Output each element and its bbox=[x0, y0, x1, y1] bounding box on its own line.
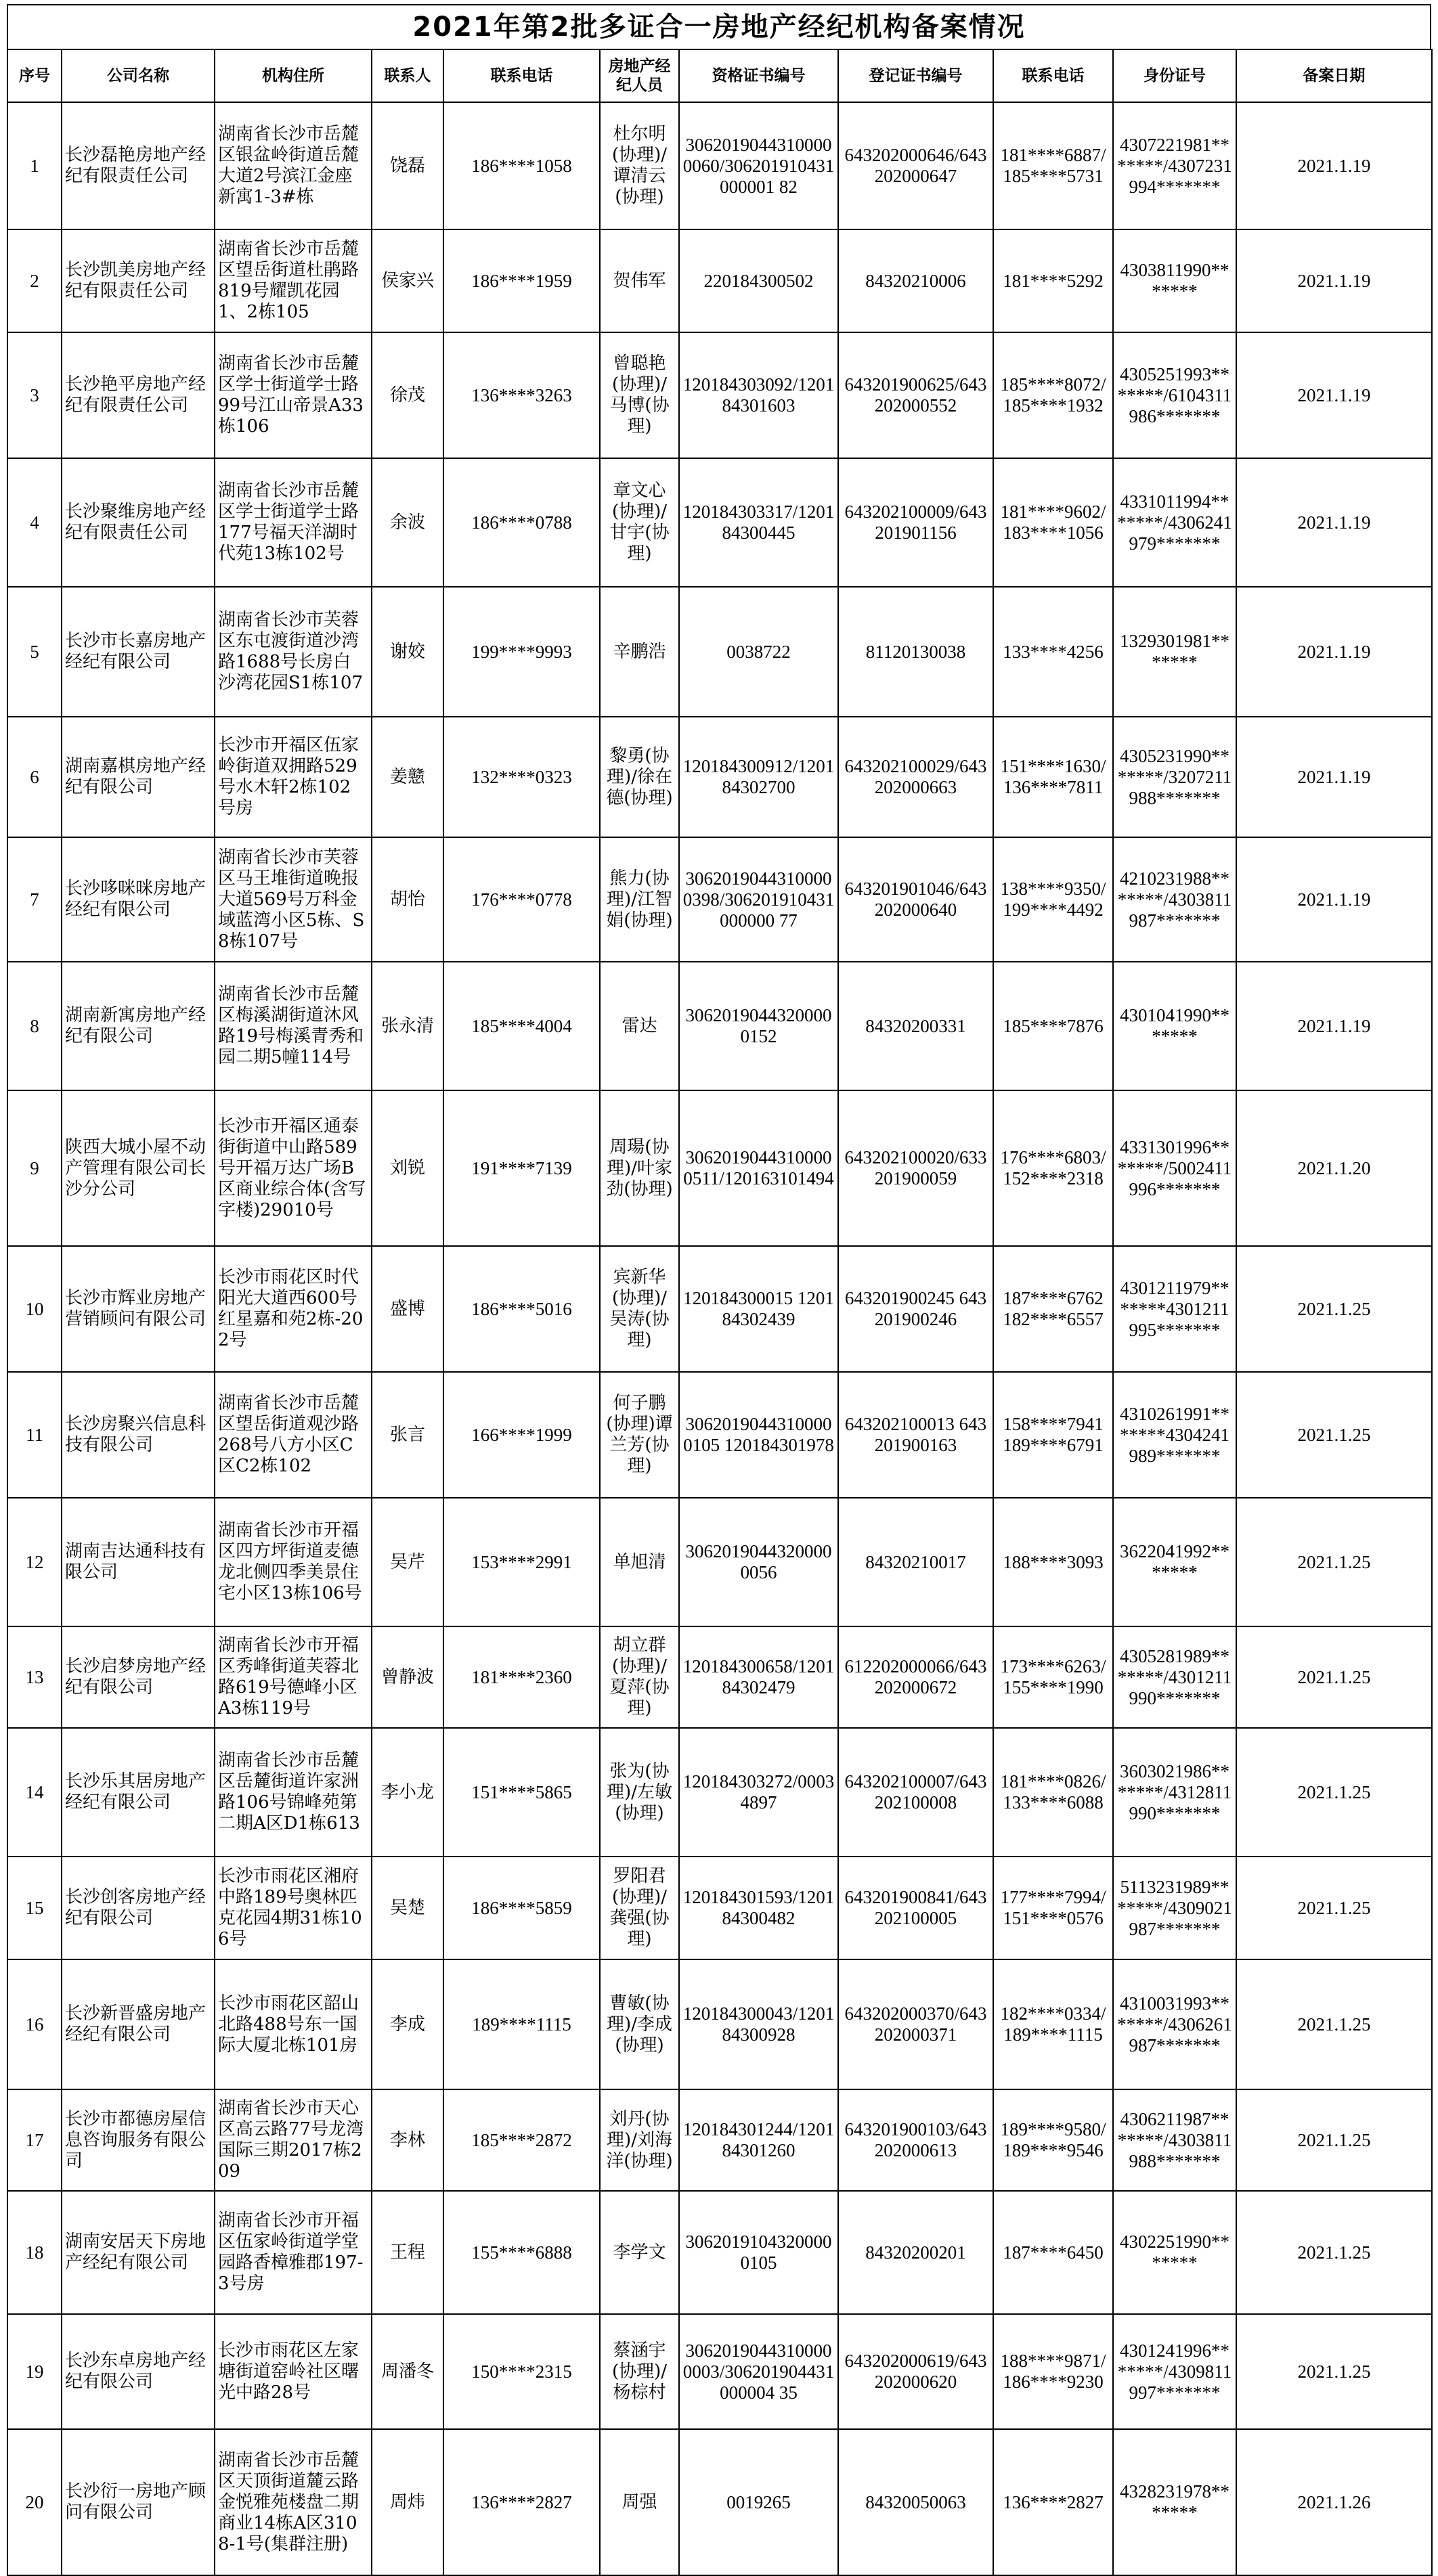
registration-cert-number: 643202000370/643202000371 bbox=[838, 1959, 993, 2089]
row-number: 1 bbox=[7, 102, 62, 229]
agent-phone: 187****6450 bbox=[993, 2191, 1113, 2314]
filing-date: 2021.1.25 bbox=[1236, 1857, 1432, 1959]
agent-phone: 181****9602/183****1056 bbox=[993, 458, 1113, 587]
agent-phone: 189****9580/189****9546 bbox=[993, 2089, 1113, 2191]
agent-phone: 187****6762 182****6557 bbox=[993, 1246, 1113, 1372]
table-row bbox=[7, 2191, 1432, 2314]
table-row bbox=[7, 1626, 1432, 1728]
agent-phone: 138****9350/199****4492 bbox=[993, 837, 1113, 962]
company-address: 长沙市开福区通泰街街道中山路589号开福万达广场B区商业综合体(含写字楼)29010号 bbox=[215, 1090, 372, 1246]
filing-date: 2021.1.25 bbox=[1236, 1246, 1432, 1372]
table-row bbox=[7, 1498, 1432, 1626]
company-address: 湖南省长沙市岳麓区学士街道学士路177号福天洋湖时代苑13栋102号 bbox=[215, 458, 372, 587]
table-row bbox=[7, 1959, 1432, 2089]
qualification-cert-number: 120184301244/120184301260 bbox=[679, 2089, 838, 2191]
header-cell: 公司名称 bbox=[62, 49, 215, 102]
contact-phone: 185****4004 bbox=[443, 962, 600, 1090]
filing-date: 2021.1.26 bbox=[1236, 2429, 1432, 2575]
table-row bbox=[7, 102, 1432, 229]
id-number: 4210231988*******/4303811987******* bbox=[1113, 837, 1236, 962]
contact-phone: 186****5859 bbox=[443, 1857, 600, 1959]
registration-cert-number: 643202100029/643202000663 bbox=[838, 717, 993, 837]
registration-cert-number: 84320210017 bbox=[838, 1498, 993, 1626]
company-name: 湖南嘉棋房地产经纪有限公司 bbox=[62, 717, 215, 837]
filing-date: 2021.1.25 bbox=[1236, 1498, 1432, 1626]
registration-sheet bbox=[7, 4, 1431, 2576]
agent-names: 宾新华(协理)/吴涛(协理) bbox=[600, 1246, 679, 1372]
row-number: 5 bbox=[7, 587, 62, 717]
registration-cert-number: 643201901046/643202000640 bbox=[838, 837, 993, 962]
contact-phone: 186****1959 bbox=[443, 229, 600, 332]
agent-phone: 182****0334/189****1115 bbox=[993, 1959, 1113, 2089]
agent-names: 贺伟军 bbox=[600, 229, 679, 332]
id-number: 4310031993*******/4306261987******* bbox=[1113, 1959, 1236, 2089]
company-name: 长沙启梦房地产经纪有限公司 bbox=[62, 1626, 215, 1728]
qualification-cert-number: 120184303272/00034897 bbox=[679, 1728, 838, 1857]
registration-cert-number: 643201900245 643201900246 bbox=[838, 1246, 993, 1372]
agent-phone: 181****5292 bbox=[993, 229, 1113, 332]
agent-names: 罗阳君(协理)/龚强(协理) bbox=[600, 1857, 679, 1959]
id-number: 4331301996*******/5002411996******* bbox=[1113, 1090, 1236, 1246]
agent-phone: 176****6803/152****2318 bbox=[993, 1090, 1113, 1246]
id-number: 4310261991*******4304241989******* bbox=[1113, 1372, 1236, 1498]
id-number: 4305231990*******/3207211988******* bbox=[1113, 717, 1236, 837]
contact-phone: 176****0778 bbox=[443, 837, 600, 962]
company-address: 湖南省长沙市芙蓉区东屯渡街道沙湾路1688号长房白沙湾花园S1栋107 bbox=[215, 587, 372, 717]
contact-person: 余波 bbox=[372, 458, 443, 587]
company-address: 长沙市雨花区时代阳光大道西600号红星嘉和苑2栋-202号 bbox=[215, 1246, 372, 1372]
id-number: 5113231989*******/4309021987******* bbox=[1113, 1857, 1236, 1959]
contact-phone: 155****6888 bbox=[443, 2191, 600, 2314]
agent-names: 胡立群(协理)/夏萍(协理) bbox=[600, 1626, 679, 1728]
contact-phone: 186****1058 bbox=[443, 102, 600, 229]
registration-cert-number: 84320050063 bbox=[838, 2429, 993, 2575]
qualification-cert-number: 120184303092/120184301603 bbox=[679, 332, 838, 458]
filing-date: 2021.1.19 bbox=[1236, 458, 1432, 587]
contact-person: 曾静波 bbox=[372, 1626, 443, 1728]
table-row bbox=[7, 229, 1432, 332]
table-row bbox=[7, 717, 1432, 837]
row-number: 8 bbox=[7, 962, 62, 1090]
row-number: 6 bbox=[7, 717, 62, 837]
contact-phone: 191****7139 bbox=[443, 1090, 600, 1246]
filing-date: 2021.1.25 bbox=[1236, 1959, 1432, 2089]
filing-date: 2021.1.20 bbox=[1236, 1090, 1432, 1246]
company-address: 湖南省长沙市芙蓉区马王堆街道晚报大道569号万科金域蓝湾小区5栋、S8栋107号 bbox=[215, 837, 372, 962]
row-number: 16 bbox=[7, 1959, 62, 2089]
company-name: 湖南安居天下房地产经纪有限公司 bbox=[62, 2191, 215, 2314]
filing-date: 2021.1.25 bbox=[1236, 2314, 1432, 2429]
header-cell: 备案日期 bbox=[1236, 49, 1432, 102]
header-cell: 登记证书编号 bbox=[838, 49, 993, 102]
id-number: 4328231978******* bbox=[1113, 2429, 1236, 2575]
qualification-cert-number: 30620190443200000152 bbox=[679, 962, 838, 1090]
filing-date: 2021.1.19 bbox=[1236, 229, 1432, 332]
row-number: 10 bbox=[7, 1246, 62, 1372]
row-number: 15 bbox=[7, 1857, 62, 1959]
registration-cert-number: 643202000619/643202000620 bbox=[838, 2314, 993, 2429]
table-row bbox=[7, 1857, 1432, 1959]
agent-names: 张为(协理)/左敏(协理) bbox=[600, 1728, 679, 1857]
registration-cert-number: 612202000066/643202000672 bbox=[838, 1626, 993, 1728]
registration-cert-number: 643202100007/643202100008 bbox=[838, 1728, 993, 1857]
registration-table bbox=[7, 49, 1433, 2576]
company-name: 长沙艳平房地产经纪有限责任公司 bbox=[62, 332, 215, 458]
row-number: 12 bbox=[7, 1498, 62, 1626]
agent-phone: 133****4256 bbox=[993, 587, 1113, 717]
registration-cert-number: 643202000646/643202000647 bbox=[838, 102, 993, 229]
row-number: 19 bbox=[7, 2314, 62, 2429]
company-address: 长沙市雨花区湘府中路189号奥林匹克花园4期31栋106号 bbox=[215, 1857, 372, 1959]
contact-phone: 181****2360 bbox=[443, 1626, 600, 1728]
id-number: 3603021986*******/4312811990******* bbox=[1113, 1728, 1236, 1857]
id-number: 4303811990******* bbox=[1113, 229, 1236, 332]
qualification-cert-number: 120184301593/120184300482 bbox=[679, 1857, 838, 1959]
id-number: 4301241996*******/4309811997******* bbox=[1113, 2314, 1236, 2429]
contact-phone: 150****2315 bbox=[443, 2314, 600, 2429]
filing-date: 2021.1.25 bbox=[1236, 2191, 1432, 2314]
contact-phone: 185****2872 bbox=[443, 2089, 600, 2191]
company-name: 湖南新寓房地产经纪有限公司 bbox=[62, 962, 215, 1090]
company-address: 湖南省长沙市岳麓区银盆岭街道岳麓大道2号滨江金座新寓1-3#栋 bbox=[215, 102, 372, 229]
registration-cert-number: 643202100013 643201900163 bbox=[838, 1372, 993, 1498]
company-name: 长沙凯美房地产经纪有限责任公司 bbox=[62, 229, 215, 332]
company-address: 长沙市雨花区左家塘街道窑岭社区曙光中路28号 bbox=[215, 2314, 372, 2429]
registration-cert-number: 84320200331 bbox=[838, 962, 993, 1090]
contact-person: 李小龙 bbox=[372, 1728, 443, 1857]
company-address: 湖南省长沙市岳麓区望岳街道杜鹃路819号耀凯花园1、2栋105 bbox=[215, 229, 372, 332]
contact-person: 吴芹 bbox=[372, 1498, 443, 1626]
contact-phone: 186****5016 bbox=[443, 1246, 600, 1372]
table-row bbox=[7, 332, 1432, 458]
row-number: 4 bbox=[7, 458, 62, 587]
id-number: 3622041992******* bbox=[1113, 1498, 1236, 1626]
company-name: 长沙市辉业房地产营销顾问有限公司 bbox=[62, 1246, 215, 1372]
row-number: 13 bbox=[7, 1626, 62, 1728]
agent-names: 章文心(协理)/甘宇(协理) bbox=[600, 458, 679, 587]
filing-date: 2021.1.19 bbox=[1236, 102, 1432, 229]
qualification-cert-number: 120184300912/120184302700 bbox=[679, 717, 838, 837]
agent-names: 熊力(协理)/江智娟(协理) bbox=[600, 837, 679, 962]
company-name: 长沙衍一房地产顾问有限公司 bbox=[62, 2429, 215, 2575]
contact-person: 周炜 bbox=[372, 2429, 443, 2575]
filing-date: 2021.1.25 bbox=[1236, 2089, 1432, 2191]
qualification-cert-number: 30620190443100000060/306201910431000001 82 bbox=[679, 102, 838, 229]
header-cell: 序号 bbox=[7, 49, 62, 102]
table-row bbox=[7, 1372, 1432, 1498]
qualification-cert-number: 120184300015 120184302439 bbox=[679, 1246, 838, 1372]
filing-date: 2021.1.19 bbox=[1236, 332, 1432, 458]
qualification-cert-number: 30620190443200000056 bbox=[679, 1498, 838, 1626]
agent-phone: 185****7876 bbox=[993, 962, 1113, 1090]
company-name: 陕西大城小屋不动产管理有限公司长沙分公司 bbox=[62, 1090, 215, 1246]
id-number: 4305281989*******/4301211990******* bbox=[1113, 1626, 1236, 1728]
company-address: 长沙市雨花区韶山北路488号东一国际大厦北栋101房 bbox=[215, 1959, 372, 2089]
registration-cert-number: 643201900103/643202000613 bbox=[838, 2089, 993, 2191]
contact-person: 徐茂 bbox=[372, 332, 443, 458]
company-name: 长沙哆咪咪房地产经纪有限公司 bbox=[62, 837, 215, 962]
contact-person: 张言 bbox=[372, 1372, 443, 1498]
agent-phone: 188****9871/186****9230 bbox=[993, 2314, 1113, 2429]
company-name: 长沙市长嘉房地产经纪有限公司 bbox=[62, 587, 215, 717]
qualification-cert-number: 30620190443100000398/306201910431000000 77 bbox=[679, 837, 838, 962]
registration-cert-number: 81120130038 bbox=[838, 587, 993, 717]
row-number: 7 bbox=[7, 837, 62, 962]
contact-phone: 199****9993 bbox=[443, 587, 600, 717]
header-cell: 联系电话 bbox=[993, 49, 1113, 102]
row-number: 14 bbox=[7, 1728, 62, 1857]
contact-person: 刘锐 bbox=[372, 1090, 443, 1246]
table-row bbox=[7, 587, 1432, 717]
company-address: 湖南省长沙市开福区伍家岭街道学堂园路香樟雅郡197-3号房 bbox=[215, 2191, 372, 2314]
id-number: 1329301981******* bbox=[1113, 587, 1236, 717]
filing-date: 2021.1.25 bbox=[1236, 1626, 1432, 1728]
qualification-cert-number: 220184300502 bbox=[679, 229, 838, 332]
agent-phone: 177****7994/151****0576 bbox=[993, 1857, 1113, 1959]
header-cell: 联系人 bbox=[372, 49, 443, 102]
registration-cert-number: 84320200201 bbox=[838, 2191, 993, 2314]
contact-phone: 136****2827 bbox=[443, 2429, 600, 2575]
agent-names: 何子鹏(协理)谭兰芳(协理) bbox=[600, 1372, 679, 1498]
contact-person: 盛博 bbox=[372, 1246, 443, 1372]
agent-names: 单旭清 bbox=[600, 1498, 679, 1626]
contact-phone: 132****0323 bbox=[443, 717, 600, 837]
agent-names: 周瑒(协理)/叶家劲(协理) bbox=[600, 1090, 679, 1246]
page-title: 2021年第2批多证合一房地产经纪机构备案情况 bbox=[7, 4, 1431, 49]
company-name: 长沙磊艳房地产经纪有限责任公司 bbox=[62, 102, 215, 229]
contact-person: 王程 bbox=[372, 2191, 443, 2314]
filing-date: 2021.1.19 bbox=[1236, 587, 1432, 717]
qualification-cert-number: 0019265 bbox=[679, 2429, 838, 2575]
company-address: 湖南省长沙市岳麓区学士街道学士路99号江山帝景A33栋106 bbox=[215, 332, 372, 458]
id-number: 4307221981*******/4307231994******* bbox=[1113, 102, 1236, 229]
row-number: 2 bbox=[7, 229, 62, 332]
agent-names: 蔡涵宇(协理)/杨棕村 bbox=[600, 2314, 679, 2429]
contact-person: 张永清 bbox=[372, 962, 443, 1090]
contact-phone: 189****1115 bbox=[443, 1959, 600, 2089]
id-number: 4306211987*******/4303811988******* bbox=[1113, 2089, 1236, 2191]
contact-phone: 166****1999 bbox=[443, 1372, 600, 1498]
agent-phone: 136****2827 bbox=[993, 2429, 1113, 2575]
qualification-cert-number: 30620190443100000511/120163101494 bbox=[679, 1090, 838, 1246]
company-address: 长沙市开福区伍家岭街道双拥路529号水木轩2栋102号房 bbox=[215, 717, 372, 837]
contact-person: 李成 bbox=[372, 1959, 443, 2089]
id-number: 4331011994*******/4306241979******* bbox=[1113, 458, 1236, 587]
qualification-cert-number: 30620190443100000105 120184301978 bbox=[679, 1372, 838, 1498]
row-number: 11 bbox=[7, 1372, 62, 1498]
company-address: 湖南省长沙市开福区秀峰街道芙蓉北路619号德峰小区A3栋119号 bbox=[215, 1626, 372, 1728]
table-row bbox=[7, 2089, 1432, 2191]
company-name: 长沙新晋盛房地产经纪有限公司 bbox=[62, 1959, 215, 2089]
id-number: 4301211979*******4301211995******* bbox=[1113, 1246, 1236, 1372]
registration-cert-number: 643202100009/643201901156 bbox=[838, 458, 993, 587]
agent-phone: 181****6887/185****5731 bbox=[993, 102, 1113, 229]
agent-names: 黎勇(协理)/徐在德(协理) bbox=[600, 717, 679, 837]
header-row bbox=[7, 49, 1432, 102]
header-cell: 房地产经纪人员 bbox=[600, 49, 679, 102]
qualification-cert-number: 0038722 bbox=[679, 587, 838, 717]
agent-phone: 185****8072/185****1932 bbox=[993, 332, 1113, 458]
company-name: 长沙创客房地产经纪有限公司 bbox=[62, 1857, 215, 1959]
company-address: 湖南省长沙市岳麓区望岳街道观沙路268号八方小区C区C2栋102 bbox=[215, 1372, 372, 1498]
filing-date: 2021.1.25 bbox=[1236, 1372, 1432, 1498]
header-cell: 身份证号 bbox=[1113, 49, 1236, 102]
filing-date: 2021.1.25 bbox=[1236, 1728, 1432, 1857]
contact-person: 李林 bbox=[372, 2089, 443, 2191]
contact-person: 周潘冬 bbox=[372, 2314, 443, 2429]
table-row bbox=[7, 1246, 1432, 1372]
qualification-cert-number: 120184300658/120184302479 bbox=[679, 1626, 838, 1728]
company-name: 长沙乐其居房地产经纪有限公司 bbox=[62, 1728, 215, 1857]
id-number: 4305251993*******/6104311986******* bbox=[1113, 332, 1236, 458]
table-row bbox=[7, 458, 1432, 587]
company-address: 湖南省长沙市岳麓区岳麓街道许家洲路106号锦峰苑第二期A区D1栋613 bbox=[215, 1728, 372, 1857]
table-row bbox=[7, 1090, 1432, 1246]
company-address: 湖南省长沙市开福区四方坪街道麦德龙北侧四季美景住宅小区13栋106号 bbox=[215, 1498, 372, 1626]
contact-phone: 153****2991 bbox=[443, 1498, 600, 1626]
agent-phone: 188****3093 bbox=[993, 1498, 1113, 1626]
company-address: 湖南省长沙市岳麓区天顶街道麓云路金悦雅苑楼盘二期商业14栋A区3108-1号(集群注册) bbox=[215, 2429, 372, 2575]
contact-person: 吴楚 bbox=[372, 1857, 443, 1959]
contact-person: 姜戆 bbox=[372, 717, 443, 837]
agent-names: 刘丹(协理)/刘海洋(协理) bbox=[600, 2089, 679, 2191]
contact-person: 侯家兴 bbox=[372, 229, 443, 332]
company-address: 湖南省长沙市岳麓区梅溪湖街道沐风路19号梅溪青秀和园二期5幢114号 bbox=[215, 962, 372, 1090]
table-row bbox=[7, 962, 1432, 1090]
agent-names: 辛鹏浩 bbox=[600, 587, 679, 717]
registration-cert-number: 643201900625/643202000552 bbox=[838, 332, 993, 458]
contact-person: 谢姣 bbox=[372, 587, 443, 717]
agent-phone: 181****0826/133****6088 bbox=[993, 1728, 1113, 1857]
agent-names: 李学文 bbox=[600, 2191, 679, 2314]
row-number: 3 bbox=[7, 332, 62, 458]
row-number: 17 bbox=[7, 2089, 62, 2191]
filing-date: 2021.1.19 bbox=[1236, 837, 1432, 962]
table-row bbox=[7, 2429, 1432, 2575]
id-number: 4302251990******* bbox=[1113, 2191, 1236, 2314]
filing-date: 2021.1.19 bbox=[1236, 717, 1432, 837]
company-name: 湖南吉达通科技有限公司 bbox=[62, 1498, 215, 1626]
agent-phone: 151****1630/136****7811 bbox=[993, 717, 1113, 837]
filing-date: 2021.1.19 bbox=[1236, 962, 1432, 1090]
company-name: 长沙市都德房屋信息咨询服务有限公司 bbox=[62, 2089, 215, 2191]
contact-person: 饶磊 bbox=[372, 102, 443, 229]
row-number: 18 bbox=[7, 2191, 62, 2314]
row-number: 20 bbox=[7, 2429, 62, 2575]
registration-cert-number: 84320210006 bbox=[838, 229, 993, 332]
agent-phone: 158****7941 189****6791 bbox=[993, 1372, 1113, 1498]
contact-phone: 136****3263 bbox=[443, 332, 600, 458]
id-number: 4301041990******* bbox=[1113, 962, 1236, 1090]
company-name: 长沙聚维房地产经纪有限责任公司 bbox=[62, 458, 215, 587]
contact-phone: 186****0788 bbox=[443, 458, 600, 587]
qualification-cert-number: 30620190443100000003/306201904431000004 35 bbox=[679, 2314, 838, 2429]
table-row bbox=[7, 837, 1432, 962]
table-row bbox=[7, 2314, 1432, 2429]
registration-cert-number: 643202100020/633201900059 bbox=[838, 1090, 993, 1246]
contact-person: 胡怡 bbox=[372, 837, 443, 962]
qualification-cert-number: 120184303317/120184300445 bbox=[679, 458, 838, 587]
agent-phone: 173****6263/155****1990 bbox=[993, 1626, 1113, 1728]
header-cell: 机构住所 bbox=[215, 49, 372, 102]
agent-names: 周强 bbox=[600, 2429, 679, 2575]
qualification-cert-number: 30620191043200000105 bbox=[679, 2191, 838, 2314]
registration-cert-number: 643201900841/643202100005 bbox=[838, 1857, 993, 1959]
company-address: 湖南省长沙市天心区高云路77号龙湾国际三期2017栋209 bbox=[215, 2089, 372, 2191]
contact-phone: 151****5865 bbox=[443, 1728, 600, 1857]
agent-names: 曾聪艳(协理)/马博(协理) bbox=[600, 332, 679, 458]
qualification-cert-number: 120184300043/120184300928 bbox=[679, 1959, 838, 2089]
agent-names: 杜尔明(协理)/谭清云(协理) bbox=[600, 102, 679, 229]
agent-names: 雷达 bbox=[600, 962, 679, 1090]
company-name: 长沙房聚兴信息科技有限公司 bbox=[62, 1372, 215, 1498]
header-cell: 资格证书编号 bbox=[679, 49, 838, 102]
table-row bbox=[7, 1728, 1432, 1857]
company-name: 长沙东卓房地产经纪有限公司 bbox=[62, 2314, 215, 2429]
header-cell: 联系电话 bbox=[443, 49, 600, 102]
row-number: 9 bbox=[7, 1090, 62, 1246]
agent-names: 曹敏(协理)/李成(协理) bbox=[600, 1959, 679, 2089]
